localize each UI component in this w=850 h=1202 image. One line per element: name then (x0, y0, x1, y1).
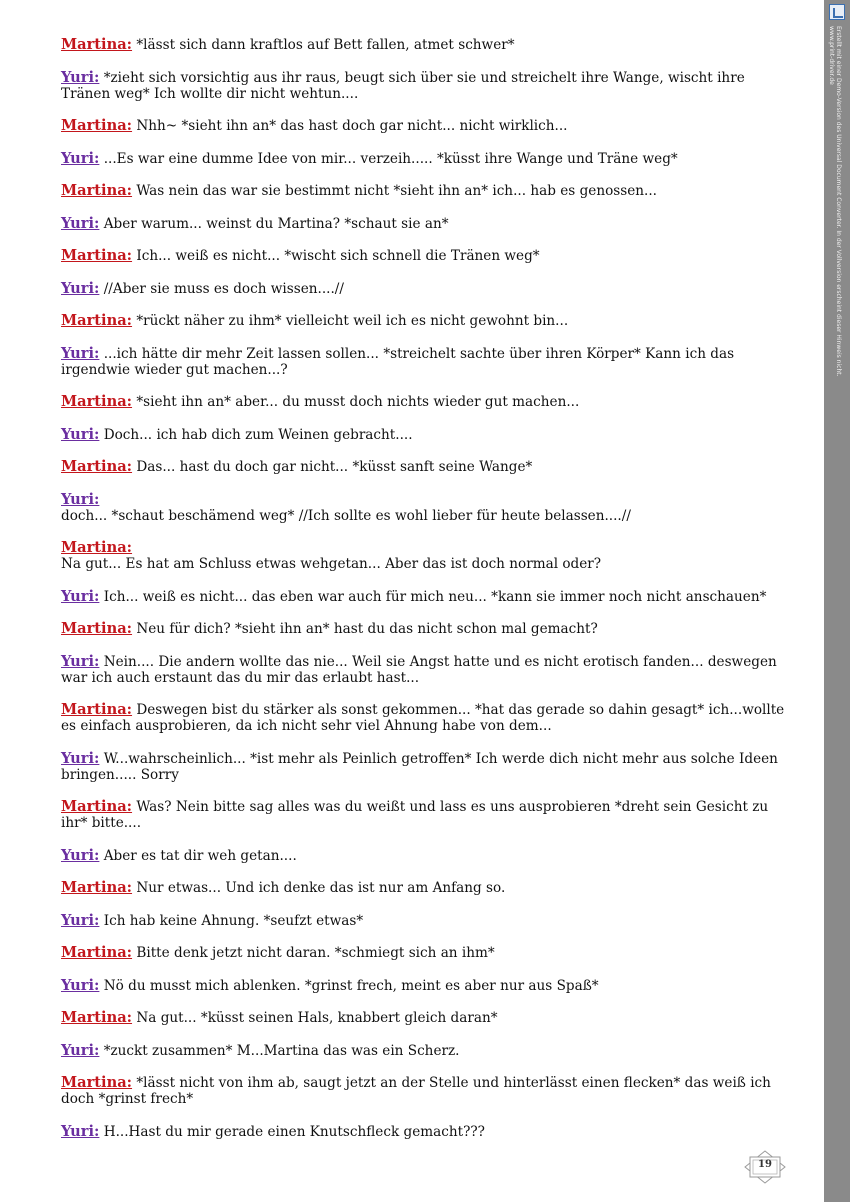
speaker-name: Martina: (61, 182, 133, 199)
speaker-name: Martina: (61, 312, 133, 329)
speaker-name: Martina: (61, 1009, 133, 1026)
page-number: 19 (758, 1159, 772, 1170)
dialogue-text: Bitte denk jetzt nicht daran. *schmiegt sich an ihm* (132, 945, 495, 961)
speaker-name: Yuri: (61, 344, 100, 362)
dialogue-line (61, 799, 796, 831)
dialogue-line (61, 346, 796, 378)
dialogue-text: Aber warum... weinst du Martina? *schaut sie an* (99, 215, 449, 232)
speaker-name: Martina: (61, 701, 133, 718)
dialogue-text: Doch... ich hab dich zum Weinen gebracht.... (99, 426, 413, 443)
dialogue-text: *zieht sich vorsichtig aus ihr raus, beugt sich über sie und streichelt ihre Wange, wischt ihre Tränen weg* Ich wollte dir nicht wehtun.... (61, 69, 745, 102)
speaker-name: Yuri: (61, 1122, 100, 1140)
dialogue-text: Nein.... Die andern wollte das nie... Weil sie Angst hatte und es nicht erotisch fanden... deswegen war ich auch erstaunt das du mir das erlaubt hast... (61, 653, 777, 686)
dialogue-line (61, 945, 796, 961)
speaker-name: Martina: (61, 117, 133, 134)
dialogue-text: Aber es tat dir weh getan.... (99, 847, 297, 864)
dialogue-line (61, 427, 796, 443)
dialogue-line (61, 751, 796, 783)
watermark-url: www.print-driver.de (828, 26, 835, 85)
speaker-name: Martina: (61, 1074, 133, 1091)
dialogue-line (61, 151, 796, 167)
dialogue-line (61, 281, 796, 297)
speaker-name: Martina: (61, 620, 133, 637)
speaker-name: Yuri: (61, 652, 100, 670)
speaker-name: Yuri: (61, 911, 100, 929)
dialogue-line (61, 848, 796, 864)
dialogue-line (61, 1075, 796, 1107)
speaker-name: Martina: (61, 393, 133, 410)
dialogue-text: Nur etwas... Und ich denke das ist nur am Anfang so. (132, 880, 506, 896)
dialogue-line (61, 70, 796, 102)
dialogue-text: Ich... weiß es nicht... das eben war auch für mich neu... *kann sie immer noch nicht anschauen* (99, 588, 767, 605)
dialogue-line (61, 1124, 796, 1140)
watermark-text (828, 26, 842, 377)
watermark-line: Erstellt mit einer Demo-Version des Universal Document Converter. In der Vollversion erscheint dieser Hinweis nicht. (835, 26, 842, 377)
speaker-name: Yuri: (61, 68, 100, 86)
dialogue-line (61, 540, 796, 572)
dialogue-text: Das... hast du doch gar nicht... *küsst sanft seine Wange* (132, 459, 533, 475)
dialogue-line (61, 654, 796, 686)
dialogue-line (61, 621, 796, 637)
dialogue-text: *zuckt zusammen* M...Martina das was ein Scherz. (99, 1042, 460, 1059)
dialogue-text: ...Es war eine dumme Idee von mir... verzeih..... *küsst ihre Wange und Träne weg* (99, 150, 678, 167)
speaker-name: Martina: (61, 458, 133, 475)
speaker-name: Martina: (61, 879, 133, 896)
dialogue-text: Deswegen bist du stärker als sonst gekommen... *hat das gerade so dahin gesagt* ich...wollte es einfach ausprobieren, da ich nicht sehr viel Ahnung habe von dem... (61, 702, 785, 734)
speaker-name: Yuri: (61, 1041, 100, 1059)
dialogue-text: *lässt sich dann kraftlos auf Bett fallen, atmet schwer* (132, 37, 515, 53)
dialogue-text: W...wahrscheinlich... *ist mehr als Peinlich getroffen* Ich werde dich nicht mehr aus solche Ideen bringen..... Sorry (61, 750, 778, 783)
dialogue-line (61, 37, 796, 53)
speaker-name: Yuri: (61, 490, 100, 508)
speaker-name: Yuri: (61, 749, 100, 767)
speaker-name: Yuri: (61, 279, 100, 297)
dialogue-text: *rückt näher zu ihm* vielleicht weil ich es nicht gewohnt bin... (132, 313, 569, 329)
dialogue-line (61, 394, 796, 410)
dialogue-line (61, 183, 796, 199)
dialogue-text: Ich hab keine Ahnung. *seufzt etwas* (99, 912, 364, 929)
dialogue-text: ...ich hätte dir mehr Zeit lassen sollen... *streichelt sachte über ihren Körper* Kann ich das irgendwie wieder gut machen...? (61, 345, 735, 378)
speaker-name: Martina: (61, 944, 133, 961)
dialogue-line (61, 313, 796, 329)
dialogue-text: Ich... weiß es nicht... *wischt sich schnell die Tränen weg* (132, 248, 540, 264)
dialogue-text: Neu für dich? *sieht ihn an* hast du das nicht schon mal gemacht? (132, 621, 598, 637)
speaker-name: Yuri: (61, 214, 100, 232)
dialogue-text: Was nein das war sie bestimmt nicht *sieht ihn an* ich... hab es genossen... (132, 183, 657, 199)
dialogue-line (61, 978, 796, 994)
speaker-name: Martina: (61, 539, 133, 556)
speaker-name: Yuri: (61, 425, 100, 443)
dialogue-text: Nhh~ *sieht ihn an* das hast doch gar nicht... nicht wirklich... (132, 118, 568, 134)
dialogue-line (61, 1010, 796, 1026)
dialogue-text: *lässt nicht von ihm ab, saugt jetzt an der Stelle und hinterlässt einen flecken* das weiß ich doch *grinst frech* (61, 1075, 771, 1107)
dialogue-text: Nö du musst mich ablenken. *grinst frech, meint es aber nur aus Spaß* (99, 977, 599, 994)
speaker-name: Yuri: (61, 587, 100, 605)
dialogue-text: Was? Nein bitte sag alles was du weißt und lass es uns ausprobieren *dreht sein Gesicht zu ihr* bitte.... (61, 799, 769, 831)
dialogue-line (61, 118, 796, 134)
dialogue-text: Na gut... *küsst seinen Hals, knabbert gleich daran* (132, 1010, 498, 1026)
dialogue-line (61, 589, 796, 605)
dialogue-line (61, 1043, 796, 1059)
converter-logo-icon (829, 4, 845, 20)
speaker-name: Martina: (61, 798, 133, 815)
document-body (61, 37, 796, 1156)
speaker-name: Martina: (61, 247, 133, 264)
speaker-name: Martina: (61, 36, 133, 53)
dialogue-line (61, 248, 796, 264)
dialogue-line (61, 913, 796, 929)
dialogue-line (61, 880, 796, 896)
dialogue-text: Na gut... Es hat am Schluss etwas wehgetan... Aber das ist doch normal oder? (61, 556, 602, 572)
dialogue-text: *sieht ihn an* aber... du musst doch nichts wieder gut machen... (132, 394, 580, 410)
page-number-badge (744, 1150, 786, 1184)
dialogue-line (61, 459, 796, 475)
speaker-name: Yuri: (61, 846, 100, 864)
dialogue-text: doch... *schaut beschämend weg* //Ich sollte es wohl lieber für heute belassen....// (61, 507, 631, 524)
dialogue-text: //Aber sie muss es doch wissen....// (99, 280, 344, 297)
dialogue-text: H...Hast du mir gerade einen Knutschfleck gemacht??? (99, 1123, 485, 1140)
dialogue-line (61, 492, 796, 524)
dialogue-line (61, 216, 796, 232)
demo-watermark-sidebar (824, 0, 850, 1202)
speaker-name: Yuri: (61, 976, 100, 994)
dialogue-line (61, 702, 796, 734)
speaker-name: Yuri: (61, 149, 100, 167)
